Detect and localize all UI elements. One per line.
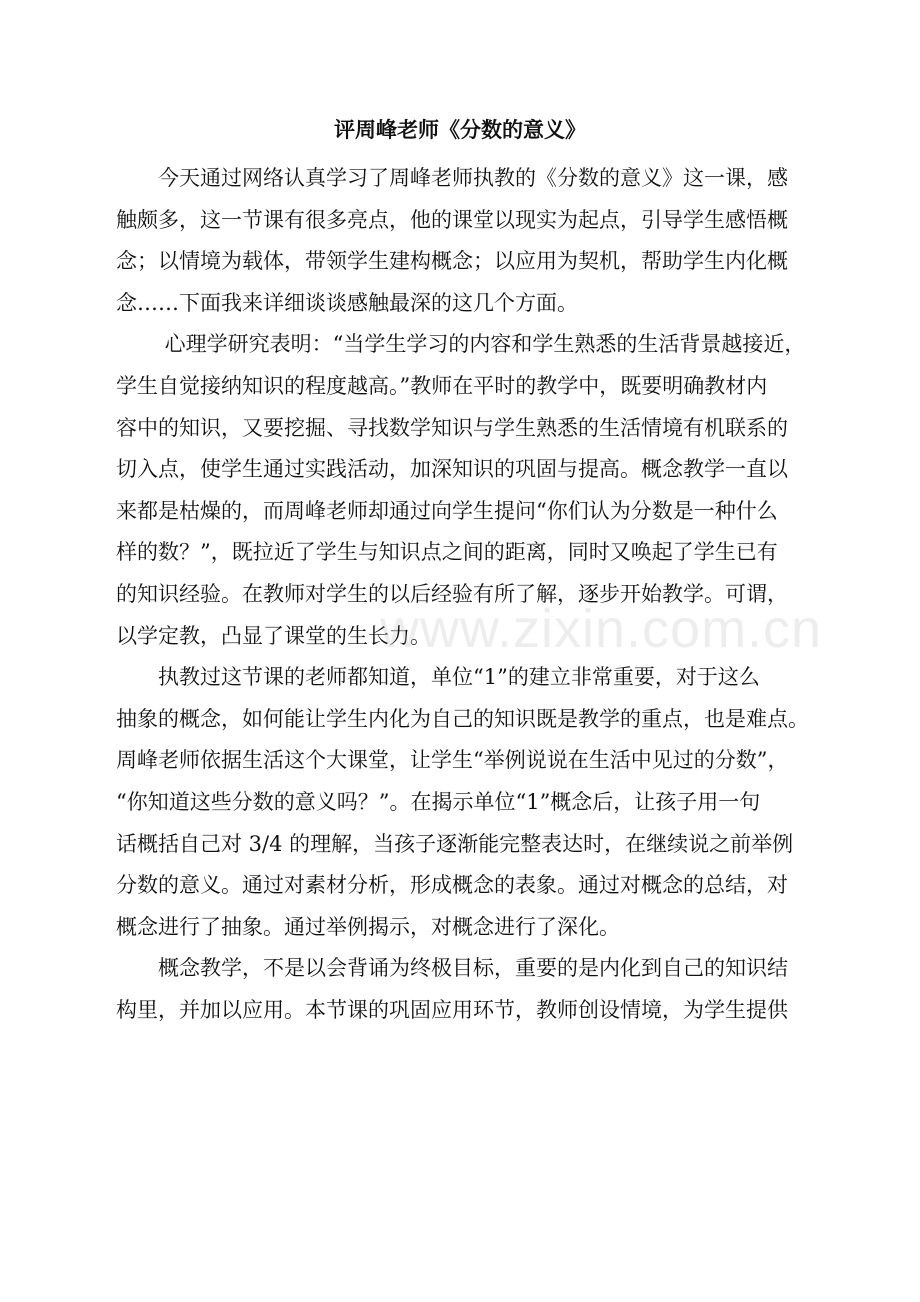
- text-line: 样的数？”，既拉近了学生与知识点之间的距离，同时又唤起了学生已有: [116, 540, 778, 565]
- document-body: [116, 158, 809, 1031]
- paragraph-3: [116, 657, 809, 948]
- text-line: 概念进行了抽象。通过举例揭示，对概念进行了深化。: [116, 914, 620, 939]
- text-line: 切入点，使学生通过实践活动，加深知识的巩固与提高。概念教学一直以: [116, 457, 788, 482]
- text-line: 分数的意义。通过对素材分析，形成概念的表象。通过对概念的总结，对: [116, 873, 788, 898]
- paragraph-2: [116, 324, 806, 657]
- text-line: “你知道这些分数的意义吗？”。在揭示单位“1”概念后，让孩子用一句: [116, 789, 761, 814]
- text-line: 的知识经验。在教师对学生的以后经验有所了解，逐步开始教学。可谓，: [116, 581, 788, 606]
- document-title: 评周峰老师《分数的意义》: [334, 117, 586, 142]
- text-line: 构里，并加以应用。本节课的巩固应用环节，教师创设情境，为学生提供: [116, 997, 788, 1022]
- text-line: 概念教学，不是以会背诵为终极目标，重要的是内化到自己的知识结: [116, 956, 788, 981]
- paragraph-4: [116, 948, 806, 1031]
- text-line: 今天通过网络认真学习了周峰老师执教的《分数的意义》这一课，感: [116, 166, 788, 190]
- text-line: 心理学研究表明：“当学生学习的内容和学生熟悉的生活背景越接近，: [116, 332, 806, 357]
- text-line: 触颇多，这一节课有很多亮点，他的课堂以现实为起点，引导学生感悟概: [116, 207, 788, 232]
- text-line: 念；以情境为载体，带领学生建构概念；以应用为契机，帮助学生内化概: [116, 249, 788, 274]
- text-line: 周峰老师依据生活这个大课堂，让学生“举例说说在生活中见过的分数”，: [116, 748, 789, 773]
- text-line: 抽象的概念，如何能让学生内化为自己的知识既是教学的重点，也是难点。: [116, 706, 809, 731]
- text-line: 念……下面我来详细谈谈感触最深的这几个方面。: [116, 290, 578, 315]
- text-line: 来都是枯燥的，而周峰老师却通过向学生提问“你们认为分数是一种什么: [116, 498, 778, 523]
- text-line: 执教过这节课的老师都知道，单位“1”的建立非常重要，对于这么: [116, 665, 760, 690]
- text-line: 以学定教，凸显了课堂的生长力。: [116, 623, 431, 648]
- watermark: www.zixin.com.cn: [380, 599, 823, 659]
- paragraph-1: [116, 158, 806, 324]
- text-line: 容中的知识，又要挖掘、寻找数学知识与学生熟悉的生活情境有机联系的: [116, 415, 788, 440]
- text-line: 话概括自己对 3/4 的理解，当孩子逐渐能完整表达时，在继续说之前举例: [116, 831, 794, 856]
- text-line: 学生自觉接纳知识的程度越高。”教师在平时的教学中，既要明确教材内: [116, 373, 768, 398]
